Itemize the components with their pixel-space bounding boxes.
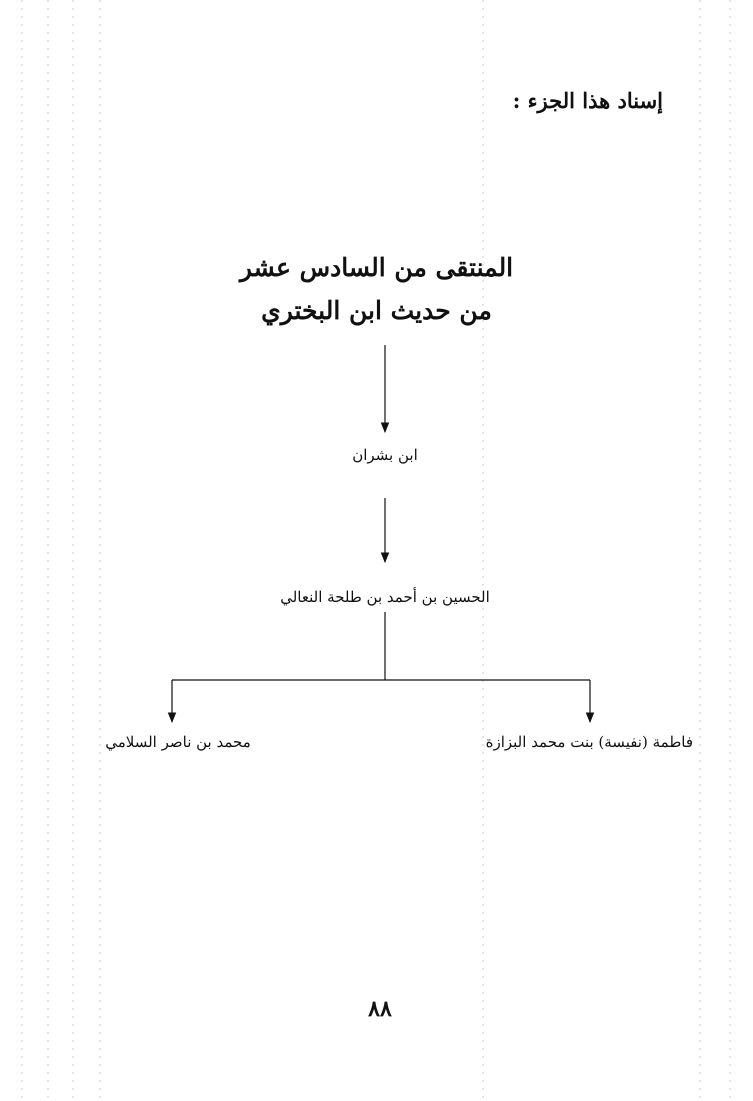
narrator-fatima-al-bazzaza: فاطمة (نفيسة) بنت محمد البزازة xyxy=(485,733,693,751)
book-title-line-2: من حديث ابن البختري xyxy=(261,296,492,325)
book-title-line-1: المنتقى من السادس عشر xyxy=(239,253,514,282)
page-number: ٨٨ xyxy=(368,996,392,1022)
narrator-muhammad-al-salami: محمد بن ناصر السلامي xyxy=(105,733,251,751)
narrator-ibn-bishran: ابن بشران xyxy=(352,446,418,464)
section-heading: إسناد هذا الجزء : xyxy=(512,88,663,113)
narrator-husayn-al-nialy: الحسين بن أحمد بن طلحة النعالي xyxy=(280,588,490,606)
